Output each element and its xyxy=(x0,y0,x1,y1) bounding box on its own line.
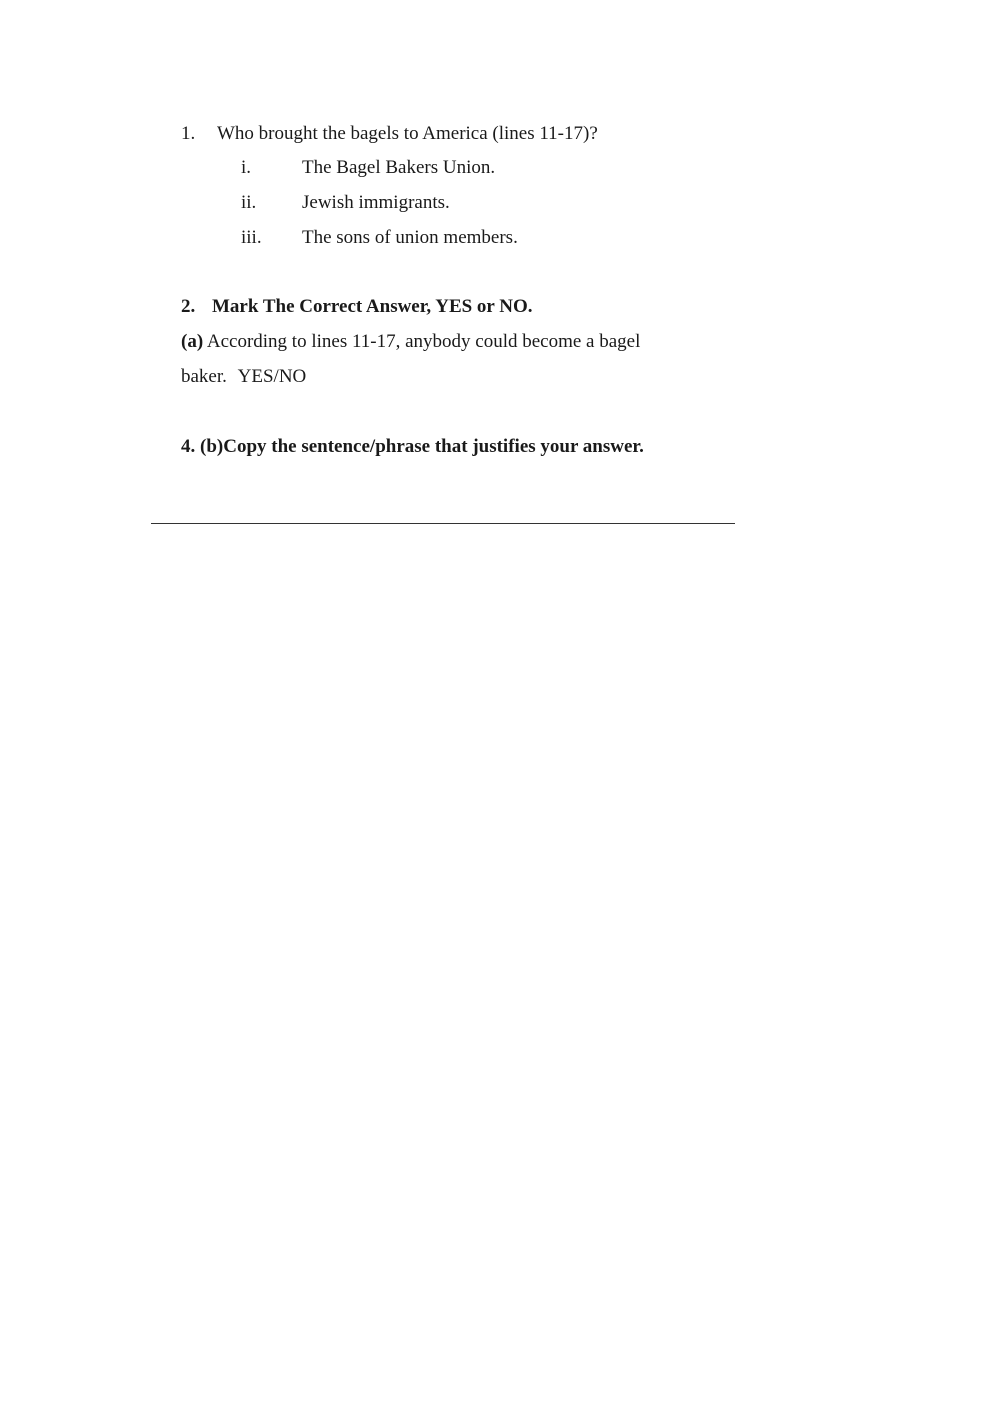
question-2a-line-2 xyxy=(181,367,306,386)
question-2a-text: According to lines 11-17, anybody could become a bagel xyxy=(203,331,641,352)
answer-line[interactable] xyxy=(151,523,735,524)
question-2a-line-1 xyxy=(181,332,640,351)
option-i-text: The Bagel Bakers Union. xyxy=(302,157,496,178)
question-1-number: 1. xyxy=(181,123,196,144)
option-i-numeral: i. xyxy=(241,157,252,178)
option-ii-text: Jewish immigrants. xyxy=(302,192,450,213)
option-ii-numeral: ii. xyxy=(241,192,257,213)
yes-no-choice[interactable]: YES/NO xyxy=(237,366,307,387)
option-iii-numeral: iii. xyxy=(241,227,262,248)
question-2a-text-continued: baker. xyxy=(181,366,227,387)
question-2-number: 2. xyxy=(181,296,196,317)
question-2a-label: (a) xyxy=(181,331,204,352)
question-4b-instruction: 4. (b)Copy the sentence/phrase that justifies your answer. xyxy=(181,436,644,457)
question-1-text: Who brought the bagels to America (lines 11-17)? xyxy=(217,123,598,144)
option-iii-text: The sons of union members. xyxy=(302,227,518,248)
question-2-heading: Mark The Correct Answer, YES or NO. xyxy=(212,296,533,317)
